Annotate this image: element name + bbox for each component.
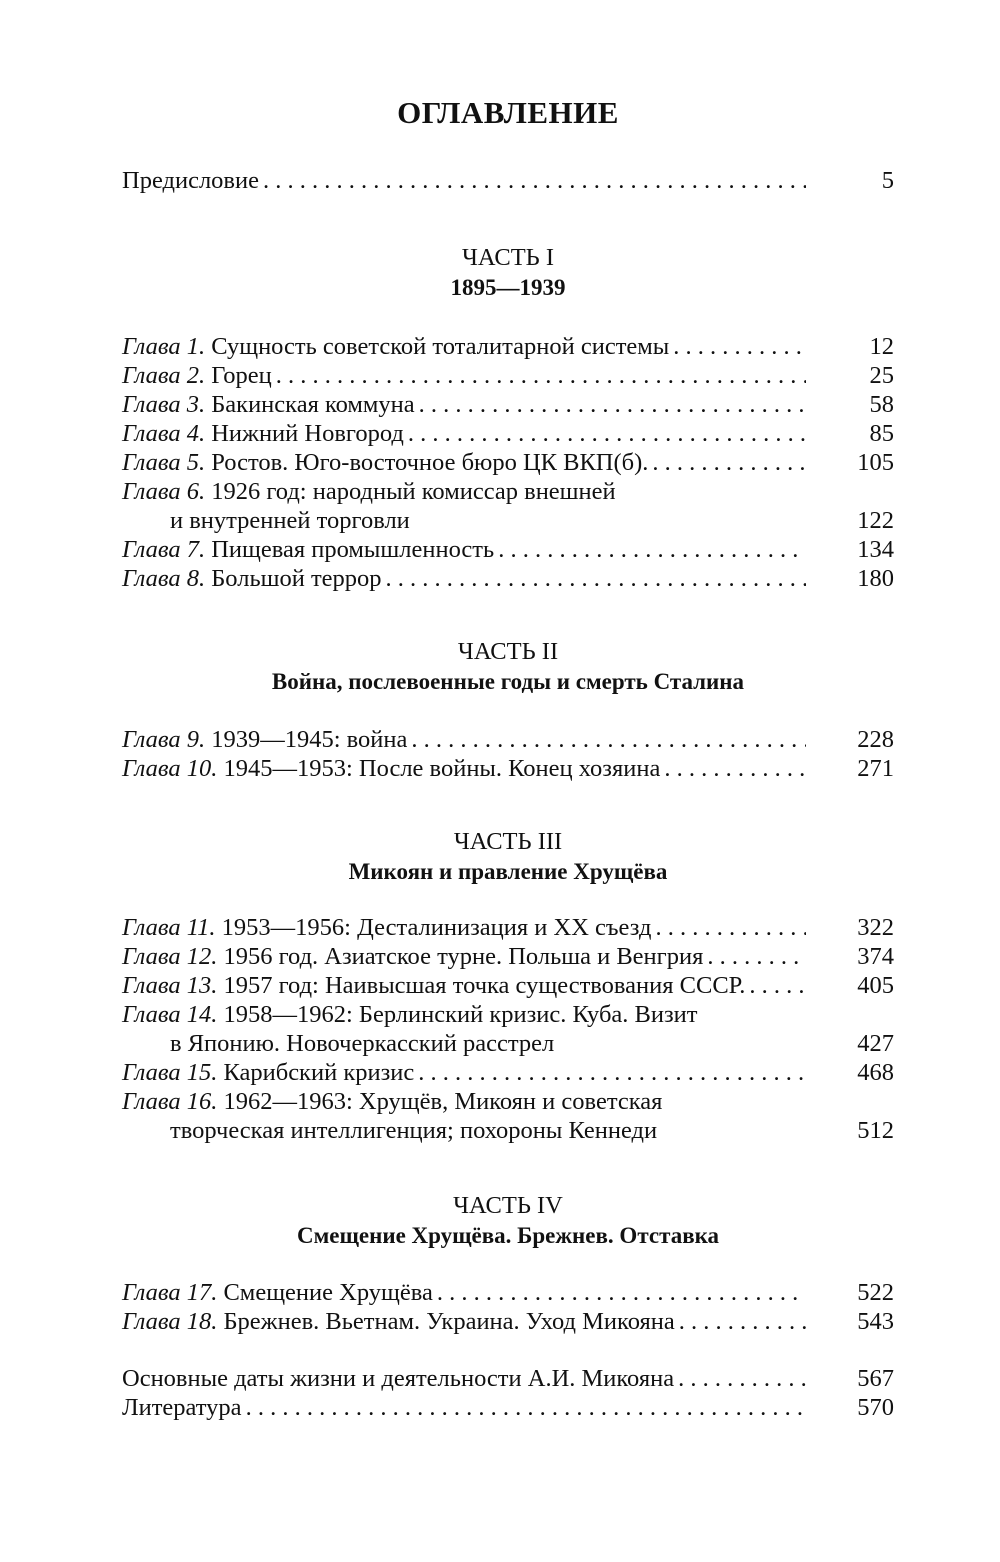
toc-entry[interactable]	[122, 332, 894, 361]
chapter-title: Ростов. Юго-восточное бюро ЦК ВКП(б).	[211, 449, 649, 476]
toc-entry[interactable]	[122, 971, 894, 1000]
chapter-number: Глава 12.	[122, 943, 218, 970]
chapter-title: Сущность советской тоталитарной системы	[211, 333, 670, 360]
toc-entry[interactable]	[122, 754, 894, 783]
leader-dots	[673, 332, 806, 361]
toc-page-number: 134	[857, 536, 894, 563]
chapter-number: Глава 3.	[122, 391, 206, 418]
chapter-title-continued: и внутренней торговли	[170, 507, 410, 534]
leader-dots	[386, 564, 806, 593]
part-subtitle: Смещение Хрущёва. Брежнев. Отставка	[296, 1223, 720, 1248]
toc-entry[interactable]	[122, 1393, 894, 1422]
part-heading: ЧАСТЬ IV	[453, 1192, 563, 1219]
toc-page-number: 427	[857, 1030, 894, 1057]
leader-dots	[749, 971, 806, 1000]
leader-dots	[679, 1307, 806, 1336]
leader-dots	[408, 419, 806, 448]
part-heading: ЧАСТЬ III	[453, 828, 563, 855]
part-3	[122, 827, 894, 887]
toc-page-number: 567	[857, 1365, 894, 1392]
toc-page-number: 512	[857, 1117, 894, 1144]
toc-page-number: 5	[881, 167, 894, 194]
chapter-title: Бакинская коммуна	[211, 391, 415, 418]
toc-entry[interactable]	[122, 477, 894, 506]
leader-dots	[246, 1393, 806, 1422]
chapter-title: 1958—1962: Берлинский кризис. Куба. Визит	[223, 1001, 698, 1028]
leader-dots	[418, 1058, 806, 1087]
leader-dots	[664, 754, 806, 783]
chapter-title: 1945—1953: После войны. Конец хозяина	[223, 755, 661, 782]
toc-entry[interactable]	[122, 390, 894, 419]
chapter-title: 1956 год. Азиатское турне. Польша и Венгрия	[223, 943, 704, 970]
chapter-number: Глава 7.	[122, 536, 206, 563]
toc-label: Предисловие	[122, 167, 259, 194]
chapter-number: Глава 11.	[122, 914, 216, 941]
toc-entry[interactable]	[122, 535, 894, 564]
part-1-chapters	[122, 332, 894, 593]
chapter-number: Глава 9.	[122, 726, 206, 753]
toc-entry[interactable]	[122, 725, 894, 754]
toc-entry[interactable]	[122, 1278, 894, 1307]
toc-entry[interactable]	[122, 1087, 894, 1116]
leader-dots	[707, 942, 806, 971]
toc-page-number: 105	[857, 449, 894, 476]
part-2	[122, 637, 894, 697]
part-subtitle: 1895—1939	[450, 275, 566, 300]
chapter-title: Большой террор	[211, 565, 382, 592]
chapter-title: Смещение Хрущёва	[223, 1279, 433, 1306]
leader-dots	[263, 166, 806, 195]
leader-dots	[411, 725, 806, 754]
part-2-chapters	[122, 725, 894, 783]
leader-dots	[655, 913, 806, 942]
chapter-title-continued: творческая интеллигенция; похороны Кеннеди	[170, 1117, 658, 1144]
toc-page-number: 374	[857, 943, 894, 970]
toc-entry[interactable]	[122, 1000, 894, 1029]
part-heading: ЧАСТЬ II	[457, 638, 559, 665]
leader-dots	[498, 535, 806, 564]
chapter-title: 1939—1945: война	[211, 726, 408, 753]
part-3-chapters	[122, 913, 894, 1145]
appendices	[122, 1364, 894, 1422]
page-title: ОГЛАВЛЕНИЕ	[397, 95, 619, 130]
toc-page-number: 25	[869, 362, 894, 389]
chapter-number: Глава 10.	[122, 755, 218, 782]
toc-entry-continuation[interactable]	[122, 1029, 894, 1058]
toc-page-number: 522	[857, 1279, 894, 1306]
toc-entry[interactable]	[122, 913, 894, 942]
chapter-number: Глава 14.	[122, 1001, 218, 1028]
toc-entry[interactable]	[122, 361, 894, 390]
toc-label: Литература	[122, 1394, 242, 1421]
leader-dots	[419, 390, 806, 419]
chapter-number: Глава 16.	[122, 1088, 218, 1115]
toc-entry[interactable]	[122, 564, 894, 593]
chapter-title: 1957 год: Наивысшая точка существования СССР.	[223, 972, 746, 999]
leader-dots	[276, 361, 806, 390]
toc-page-number: 570	[857, 1394, 894, 1421]
chapter-title: 1953—1956: Десталинизация и XX съезд	[221, 914, 652, 941]
toc-page	[122, 0, 894, 1421]
toc-entry[interactable]	[122, 942, 894, 971]
chapter-title: Нижний Новгород	[211, 420, 404, 447]
toc-entry[interactable]	[122, 419, 894, 448]
toc-page-number: 271	[857, 755, 894, 782]
toc-page-number: 468	[857, 1059, 894, 1086]
chapter-title: 1926 год: народный комиссар внешней	[211, 478, 616, 505]
chapter-number: Глава 17.	[122, 1279, 218, 1306]
chapter-number: Глава 13.	[122, 972, 218, 999]
toc-entry[interactable]	[122, 448, 894, 477]
toc-page-number: 228	[857, 726, 894, 753]
toc-page-number: 12	[869, 333, 894, 360]
chapter-title-continued: в Японию. Новочеркасский расстрел	[170, 1030, 555, 1057]
leader-dots	[678, 1364, 806, 1393]
toc-page-number: 180	[857, 565, 894, 592]
chapter-number: Глава 6.	[122, 478, 206, 505]
part-1	[122, 243, 894, 303]
toc-entry[interactable]	[122, 1058, 894, 1087]
part-subtitle: Микоян и правление Хрущёва	[348, 859, 668, 884]
chapter-number: Глава 15.	[122, 1059, 218, 1086]
toc-page-number: 322	[857, 914, 894, 941]
toc-page-number: 122	[857, 507, 894, 534]
toc-entry[interactable]	[122, 1307, 894, 1336]
toc-entry-continuation[interactable]	[122, 1116, 894, 1145]
chapter-title: Горец	[211, 362, 272, 389]
toc-label: Основные даты жизни и деятельности А.И. Микояна	[122, 1365, 675, 1392]
part-subtitle: Война, послевоенные годы и смерть Сталина	[271, 669, 745, 694]
toc-entry[interactable]	[122, 1364, 894, 1393]
toc-preface[interactable]	[122, 166, 894, 195]
part-4	[122, 1191, 894, 1251]
chapter-number: Глава 18.	[122, 1308, 218, 1335]
toc-page-number: 405	[857, 972, 894, 999]
toc-entry-continuation[interactable]	[122, 506, 894, 535]
chapter-number: Глава 5.	[122, 449, 206, 476]
part-4-chapters	[122, 1278, 894, 1336]
part-heading: ЧАСТЬ I	[461, 244, 555, 271]
leader-dots	[437, 1278, 806, 1307]
toc-page-number: 543	[857, 1308, 894, 1335]
toc-page-number: 58	[869, 391, 894, 418]
chapter-number: Глава 4.	[122, 420, 206, 447]
chapter-title: Брежнев. Вьетнам. Украина. Уход Микояна	[223, 1308, 675, 1335]
chapter-number: Глава 2.	[122, 362, 206, 389]
chapter-title: 1962—1963: Хрущёв, Микоян и советская	[223, 1088, 663, 1115]
chapter-title: Пищевая промышленность	[211, 536, 495, 563]
chapter-number: Глава 1.	[122, 333, 206, 360]
chapter-title: Карибский кризис	[223, 1059, 415, 1086]
leader-dots	[652, 448, 806, 477]
toc-page-number: 85	[869, 420, 894, 447]
chapter-number: Глава 8.	[122, 565, 206, 592]
